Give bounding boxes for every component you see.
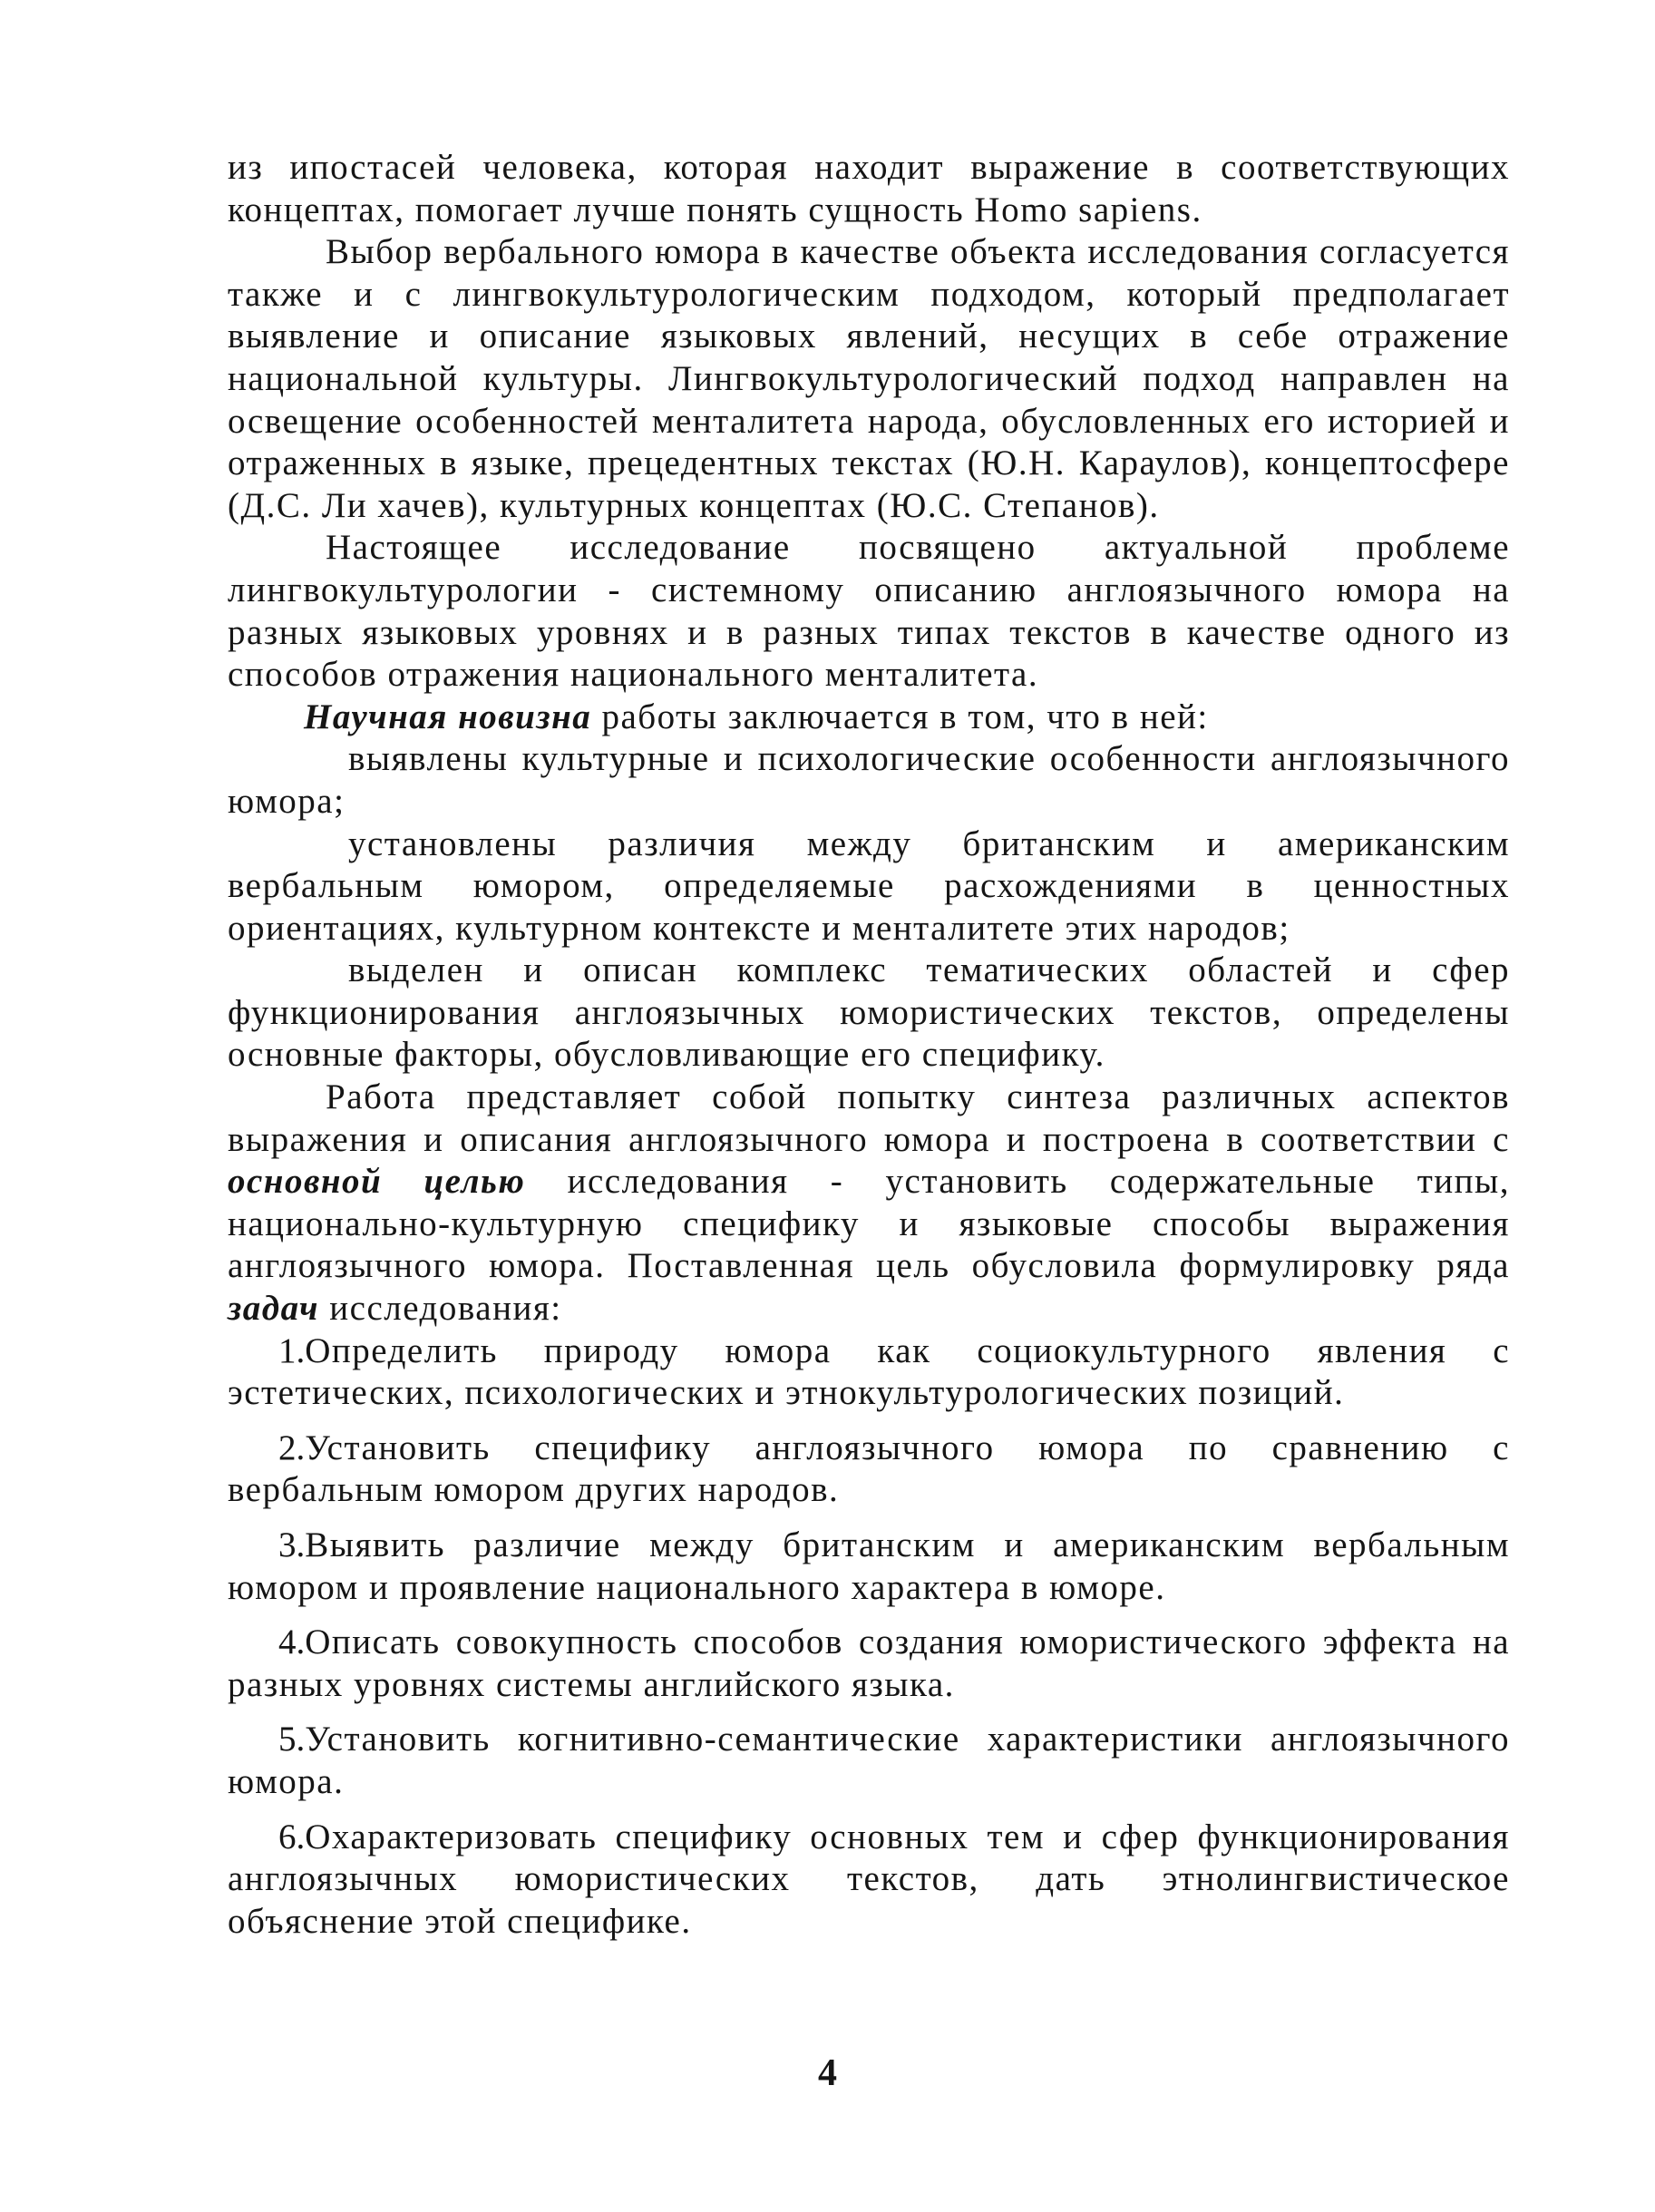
- novelty-term: Научная новизна: [304, 697, 592, 736]
- paragraph-goal: [228, 1077, 1510, 1330]
- task-item: [228, 1622, 1510, 1706]
- task-number: 3.: [278, 1525, 306, 1564]
- novelty-item: установлены различия между британским и американским вербальным юмором, определяемые расхождениями в ценностных ориентациях, культурном контексте и менталитете этих народов;: [228, 823, 1510, 948]
- page-body: [228, 147, 1510, 1943]
- page-number: 4: [818, 2052, 837, 2094]
- paragraph-verbal-humor: Выбор вербального юмора в качестве объекта исследования согласуется также и с лингвокультурологическим подходом, который предполагает выявление и описание языковых явлений, несущих в себе отражение национальной культуры. Лингвокультурологический подход направлен на освещение особенностей менталитета народа, обусловленных его историей и отраженных в языке, прецедентных текстах (Ю.Н. Караулов), концептосфере (Д.С. Ли хачев), культурных концептах (Ю.С. Степанов).: [228, 232, 1510, 525]
- novelty-item: выявлены культурные и психологические особенности англоязычного юмора;: [228, 739, 1510, 821]
- task-item: [228, 1817, 1510, 1944]
- task-item: [228, 1719, 1510, 1803]
- task-item: [228, 1330, 1510, 1415]
- goal-text: исследования:: [319, 1289, 562, 1329]
- task-item: [228, 1428, 1510, 1512]
- task-text: Установить когнитивно-семантические характеристики англоязычного юмора.: [228, 1720, 1510, 1801]
- novelty-item: выделен и описан комплекс тематических областей и сфер функционирования англоязычных юмористических текстов, определены основные факторы, обусловливающие его специфику.: [228, 950, 1510, 1075]
- task-text: Охарактеризовать специфику основных тем и сфер функционирования англоязычных юмористических текстов, дать этнолингвистическое объяснение этой специфике.: [228, 1817, 1510, 1941]
- goal-text: исследования - установить содержательные типы, национально-культурную специфику и языковые способы выражения англоязычного юмора. Поставленная цель обусловила формулировку ряда: [228, 1162, 1510, 1286]
- novelty-intro: [228, 697, 1510, 739]
- task-text: Установить специфику англоязычного юмора по сравнению с вербальным юмором других народов.: [228, 1428, 1510, 1510]
- task-text: Выявить различие между британским и американским вербальным юмором и проявление национального характера в юморе.: [228, 1525, 1510, 1607]
- goal-emphasis: основной целью: [228, 1162, 526, 1202]
- task-text: Описать совокупность способов создания юмористического эффекта на разных уровнях системы английского языка.: [228, 1622, 1510, 1704]
- goal-text: Работа представляет собой попытку синтеза различных аспектов выражения и описания англоязычного юмора и построена в соответствии с: [228, 1077, 1510, 1159]
- novelty-intro-text: работы заключается в том, что в ней:: [591, 697, 1209, 736]
- task-text: Определить природу юмора как социокультурного явления с эстетических, психологических и этнокультурологических позиций.: [228, 1330, 1510, 1413]
- task-number: 1.: [278, 1330, 306, 1370]
- task-number: 2.: [278, 1428, 306, 1467]
- paragraph-research-topic: Настоящее исследование посвящено актуальной проблеме лингвокультурологии - системному описанию англоязычного юмора на разных языковых уровнях и в разных типах текстов в качестве одного из способов отражения национального менталитета.: [228, 528, 1510, 695]
- task-number: 4.: [278, 1622, 306, 1662]
- task-item: [228, 1525, 1510, 1609]
- tasks-emphasis: задач: [228, 1289, 320, 1329]
- paragraph-continuation: из ипостасей человека, которая находит выражение в соответствующих концептах, помогает лучше понять сущность Homo sapiens.: [228, 148, 1510, 229]
- task-number: 5.: [278, 1720, 306, 1759]
- task-number: 6.: [278, 1817, 306, 1856]
